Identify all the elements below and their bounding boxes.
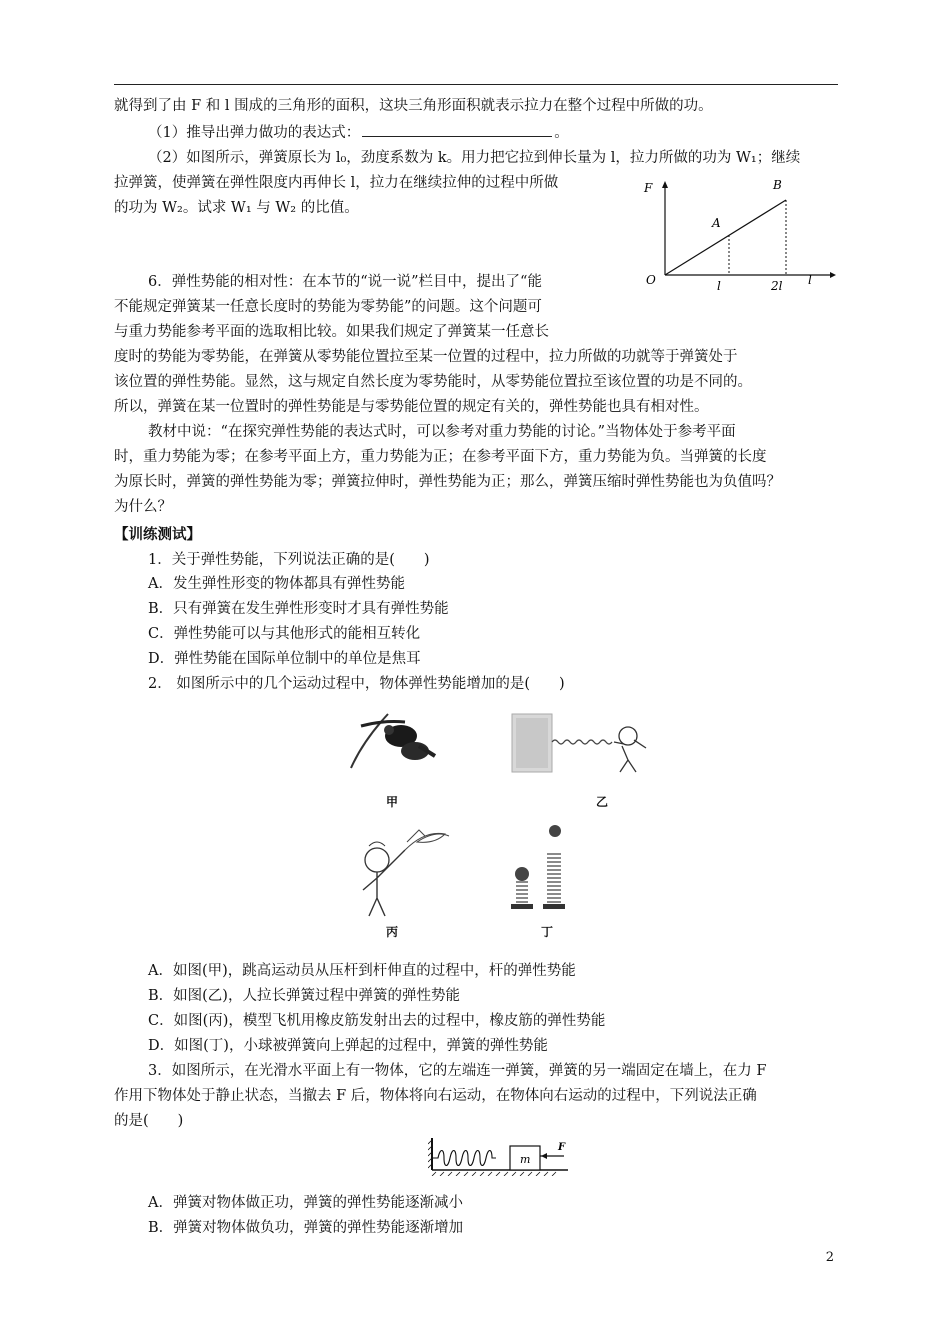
test-2-option-d: D．如图(丁)，小球被弹簧向上弹起的过程中，弹簧的弹性势能: [148, 1038, 548, 1054]
figure-ding-spring-ball: [505, 822, 585, 918]
label-F: F: [644, 181, 653, 195]
figure-jia-pole-vault: [343, 706, 443, 776]
p6-line-4: 度时的势能为零势能，在弹簧从零势能位置拉至某一位置的过程中，拉力所做的功就等于弹簧处于: [114, 349, 738, 365]
question-1-suffix: 。: [554, 125, 569, 141]
caption-jia: 甲: [386, 795, 399, 809]
figure-yi-spring-pull: [510, 712, 660, 778]
section-title: 【训练测试】: [114, 526, 201, 543]
question-2-line-3: 的功为 W₂。试求 W₁ 与 W₂ 的比值。: [114, 200, 359, 216]
test-1-stem: 1．关于弹性势能，下列说法正确的是( ): [148, 552, 430, 568]
p6-line-5: 该位置的弹性势能。显然，这与规定自然长度为零势能时，从零势能位置拉至该位置的功是不同的。: [114, 374, 752, 390]
p6-line-2: 不能规定弹簧某一任意长度时的势能为零势能”的问题。这个问题可: [114, 299, 542, 315]
header-rule: [114, 84, 838, 85]
p6-line-3: 与重力势能参考平面的选取相比较。如果我们规定了弹簧某一任意长: [114, 324, 549, 340]
test-3-stem-line-3: 的是( ): [114, 1113, 184, 1129]
label-axis-l: l: [808, 273, 812, 287]
intro-paragraph: 就得到了由 F 和 l 围成的三角形的面积，这块三角形面积就表示拉力在整个过程中所做的功。: [114, 98, 713, 114]
test-2-option-a: A．如图(甲)，跳高运动员从压杆到杆伸直的过程中，杆的弹性势能: [148, 963, 576, 979]
caption-yi: 乙: [596, 795, 609, 809]
caption-bing: 丙: [386, 925, 399, 939]
p6-line-1: 6．弹性势能的相对性：在本节的“说一说”栏目中，提出了“能: [148, 274, 542, 290]
test-1-option-a: A．发生弹性形变的物体都具有弹性势能: [148, 576, 405, 592]
x-axis-arrow: [830, 272, 836, 278]
p7-line-3: 为原长时，弹簧的弹性势能为零；弹簧拉伸时，弹性势能为正；那么，弹簧压缩时弹性势能也为负值吗？: [114, 474, 781, 490]
y-axis-arrow: [662, 181, 668, 188]
figure-bing-model-plane: [345, 820, 465, 920]
label-l: l: [717, 279, 721, 293]
question-1: [148, 122, 569, 143]
figure-spring-block: [428, 1136, 572, 1176]
label-2l: 2l: [771, 279, 783, 293]
answer-blank[interactable]: [362, 122, 552, 137]
test-3-option-b: B．弹簧对物体做负功，弹簧的弹性势能逐渐增加: [148, 1220, 464, 1236]
test-2-option-b: B．如图(乙)，人拉长弹簧过程中弹簧的弹性势能: [148, 988, 460, 1004]
p7-line-1: 教材中说：“在探究弹性势能的表达式时，可以参考对重力势能的讨论。”当物体处于参考平面: [148, 424, 736, 440]
label-B: B: [773, 178, 782, 192]
p7-line-4: 为什么？: [114, 499, 172, 515]
block-label-m: m: [520, 1153, 531, 1166]
test-1-option-c: C．弹性势能可以与其他形式的能相互转化: [148, 626, 421, 642]
test-2-stem: 2． 如图所示中的几个运动过程中，物体弹性势能增加的是( ): [148, 676, 565, 692]
p6-line-6: 所以，弹簧在某一位置时的弹性势能是与零势能位置的规定有关的，弹性势能也具有相对性。: [114, 399, 709, 415]
test-2-option-c: C．如图(丙)，模型飞机用橡皮筋发射出去的过程中，橡皮筋的弹性势能: [148, 1013, 606, 1029]
p7-line-2: 时，重力势能为零；在参考平面上方，重力势能为正；在参考平面下方，重力势能为负。当弹簧的长度: [114, 449, 767, 465]
force-extension-graph: [640, 175, 840, 295]
test-1-option-d: D．弹性势能在国际单位制中的单位是焦耳: [148, 651, 421, 667]
question-2-line-1: （2）如图所示，弹簧原长为 l₀，劲度系数为 k。用力把它拉到伸长量为 l，拉力所做的功为 W₁；继续: [148, 150, 801, 166]
test-1-option-b: B．只有弹簧在发生弹性形变时才具有弹性势能: [148, 601, 449, 617]
test-3-stem-line-1: 3．如图所示，在光滑水平面上有一物体，它的左端连一弹簧，弹簧的另一端固定在墙上，在力 F: [148, 1063, 767, 1079]
label-A: A: [712, 216, 721, 230]
label-O: O: [646, 273, 656, 287]
page-number: 2: [825, 1250, 834, 1265]
force-line: [665, 200, 786, 275]
question-1-prefix: （1）推导出弹力做功的表达式：: [148, 125, 361, 141]
caption-ding: 丁: [541, 925, 554, 939]
test-3-stem-line-2: 作用下物体处于静止状态，当撤去 F 后，物体将向右运动，在物体向右运动的过程中，下列说法正确: [114, 1088, 757, 1104]
question-2-line-2: 拉弹簧，使弹簧在弹性限度内再伸长 l，拉力在继续拉伸的过程中所做: [114, 175, 559, 191]
test-3-option-a: A．弹簧对物体做正功，弹簧的弹性势能逐渐减小: [148, 1195, 463, 1211]
force-label-F: F: [558, 1142, 566, 1153]
